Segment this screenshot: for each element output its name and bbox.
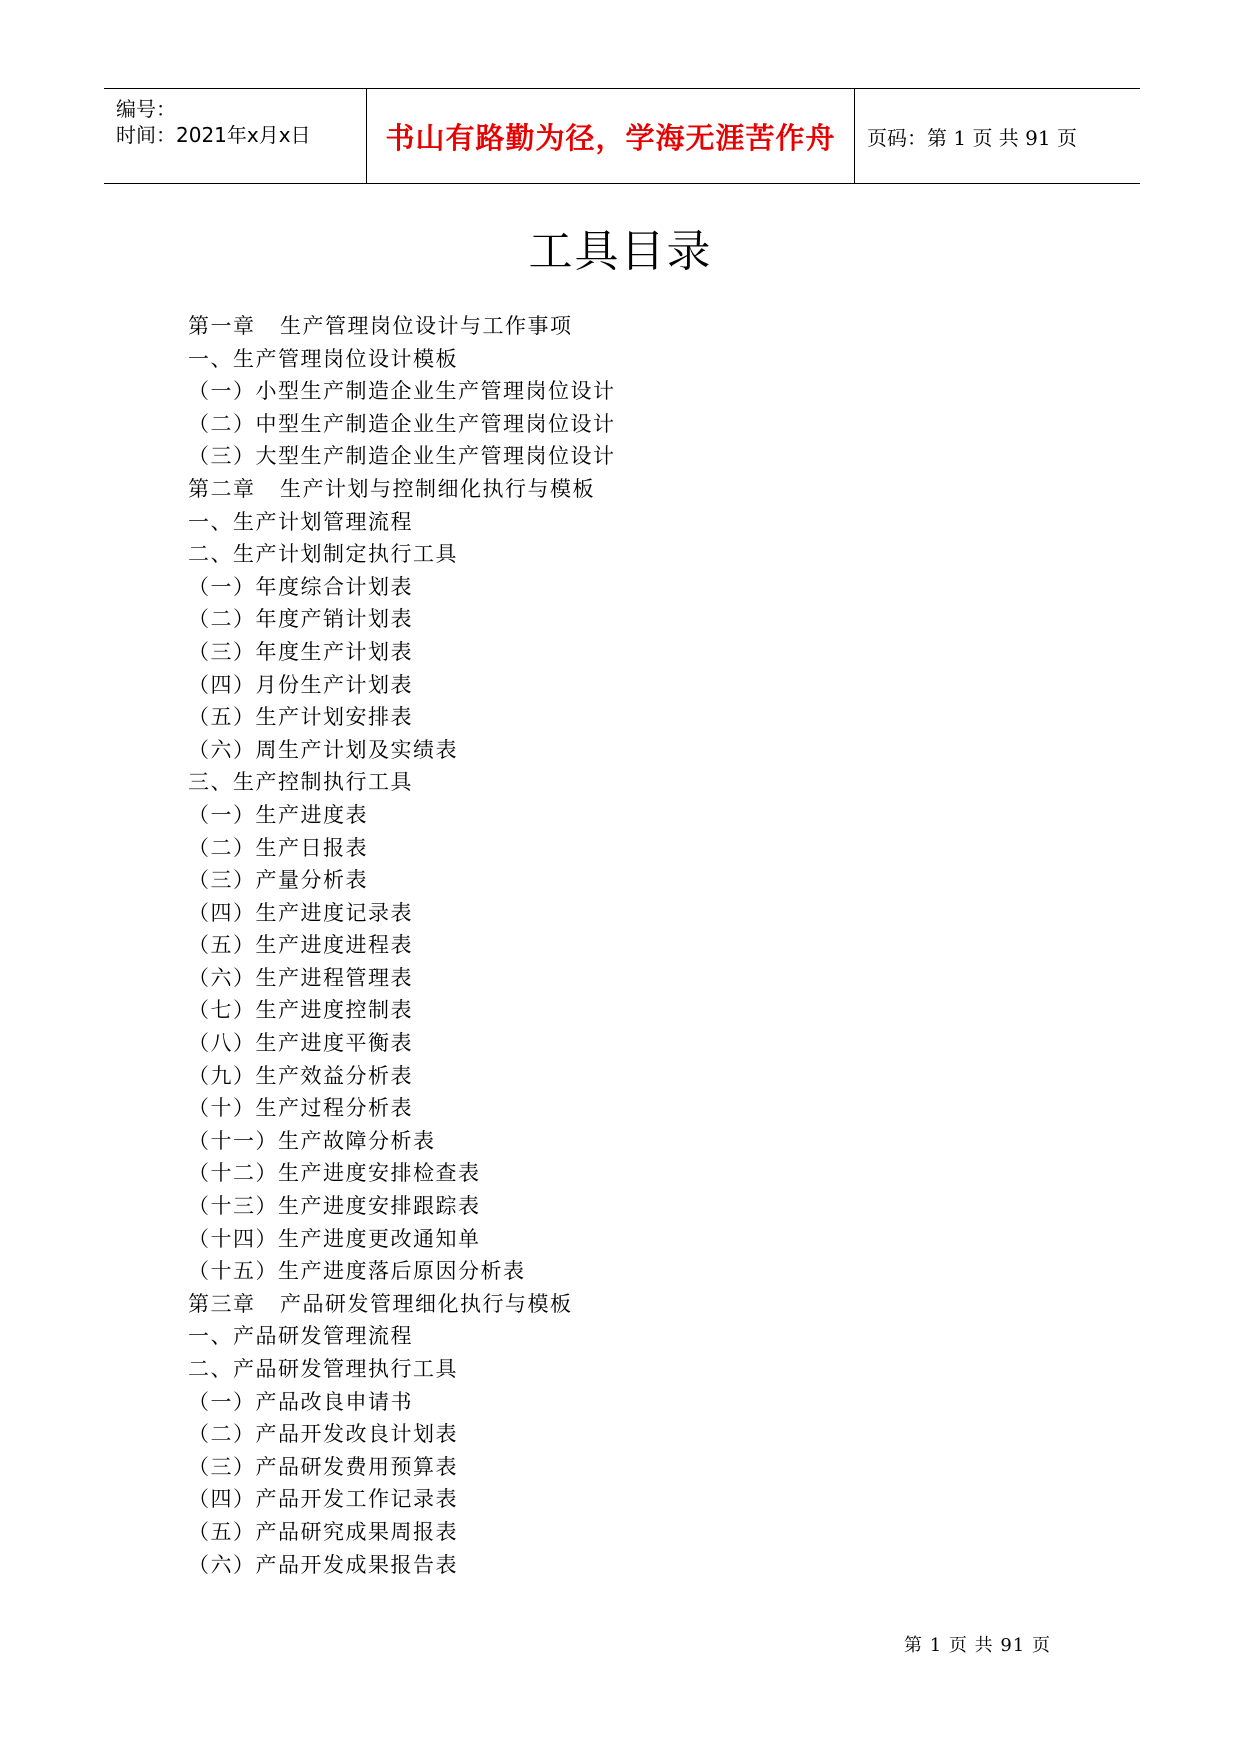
header-motto: 书山有路勤为径，学海无涯苦作舟 <box>385 120 836 155</box>
toc-entry: （二）中型生产制造企业生产管理岗位设计 <box>188 411 616 436</box>
toc-entry: （九）生产效益分析表 <box>188 1063 413 1088</box>
toc-entry: （十四）生产进度更改通知单 <box>188 1226 481 1251</box>
table-of-contents <box>188 310 616 1581</box>
toc-entry: （一）产品改良申请书 <box>188 1389 413 1414</box>
header-right-cell <box>855 89 1140 183</box>
toc-entry: 一、生产管理岗位设计模板 <box>188 346 458 371</box>
toc-entry: 一、生产计划管理流程 <box>188 509 413 534</box>
toc-entry: （二）生产日报表 <box>188 835 368 860</box>
toc-entry: （六）生产进程管理表 <box>188 965 413 990</box>
header-left-cell <box>104 89 367 183</box>
toc-entry: （六）产品开发成果报告表 <box>188 1552 458 1577</box>
page-footer: 第 1 页 共 91 页 <box>904 1635 1051 1656</box>
toc-entry: （十五）生产进度落后原因分析表 <box>188 1259 526 1284</box>
toc-entry: 二、生产计划制定执行工具 <box>188 542 458 567</box>
toc-entry: （二）产品开发改良计划表 <box>188 1422 458 1447</box>
toc-entry: 三、生产控制执行工具 <box>188 770 413 795</box>
toc-entry: 二、产品研发管理执行工具 <box>188 1357 458 1381</box>
toc-entry: （三）年度生产计划表 <box>188 639 413 664</box>
toc-entry: （三）产量分析表 <box>188 868 368 893</box>
toc-entry: （一）小型生产制造企业生产管理岗位设计 <box>188 379 616 404</box>
toc-entry: 一、产品研发管理流程 <box>188 1324 413 1349</box>
toc-entry: （八）生产进度平衡表 <box>188 1031 413 1056</box>
toc-entry: （一）生产进度表 <box>188 802 368 827</box>
page-title: 工具目录 <box>528 226 713 277</box>
toc-entry: 第一章 生产管理岗位设计与工作事项 <box>188 314 573 338</box>
document-number-label: 编号： <box>116 97 176 121</box>
header-page-info: 页码：第 1 页 共 91 页 <box>867 125 1077 150</box>
toc-entry: （三）产品研发费用预算表 <box>188 1454 458 1479</box>
toc-entry: （四）生产进度记录表 <box>188 900 413 925</box>
toc-entry: （十）生产过程分析表 <box>188 1096 413 1121</box>
toc-entry: （五）生产计划安排表 <box>188 705 413 730</box>
document-header <box>104 88 1140 184</box>
document-time-label: 时间：2021年x月x日 <box>116 123 311 147</box>
toc-entry: （二）年度产销计划表 <box>188 607 413 632</box>
toc-entry: （五）产品研究成果周报表 <box>188 1519 458 1544</box>
toc-entry: （十一）生产故障分析表 <box>188 1128 436 1153</box>
toc-entry: （五）生产进度进程表 <box>188 933 413 958</box>
toc-entry: 第三章 产品研发管理细化执行与模板 <box>188 1291 573 1316</box>
toc-entry: （十二）生产进度安排检查表 <box>188 1161 481 1186</box>
toc-entry: （一）年度综合计划表 <box>188 574 413 599</box>
toc-entry: （四）月份生产计划表 <box>188 672 413 697</box>
toc-entry: （七）生产进度控制表 <box>188 998 413 1023</box>
toc-entry: （四）产品开发工作记录表 <box>188 1487 458 1512</box>
toc-entry: 第二章 生产计划与控制细化执行与模板 <box>188 476 596 501</box>
header-middle-cell <box>367 89 855 183</box>
toc-entry: （十三）生产进度安排跟踪表 <box>188 1194 481 1219</box>
toc-entry: （六）周生产计划及实绩表 <box>188 737 458 762</box>
toc-entry: （三）大型生产制造企业生产管理岗位设计 <box>188 444 616 469</box>
